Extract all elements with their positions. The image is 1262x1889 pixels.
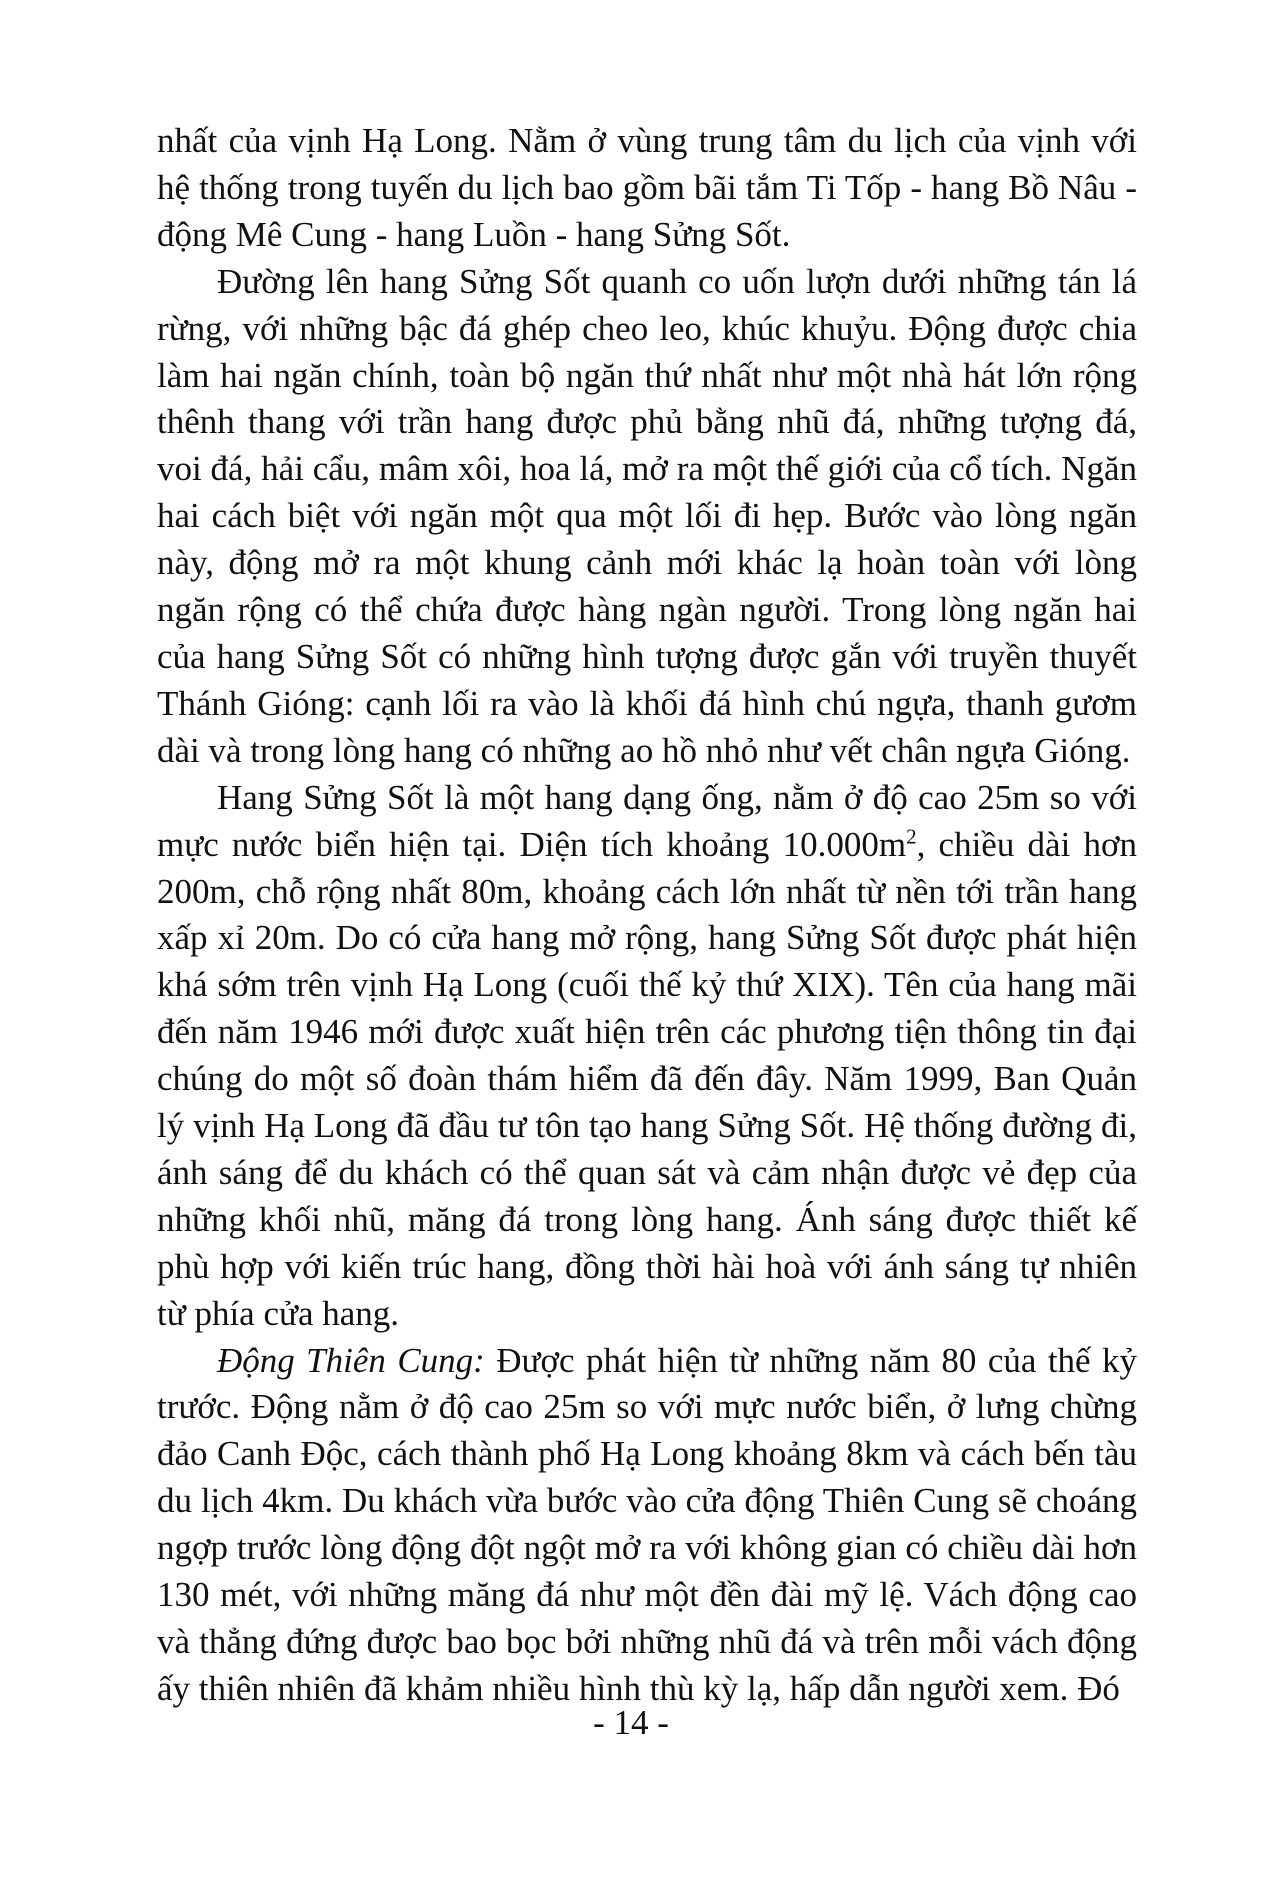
paragraph-sung-sot-path: [157, 259, 1137, 775]
superscript-squared: 2: [906, 823, 917, 848]
section-lead-thien-cung: Động Thiên Cung:: [217, 1340, 485, 1380]
paragraph-1-text: nhất của vịnh Hạ Long. Nằm ở vùng trung tâm du lịch của vịnh với hệ thống trong tuyến du lịch bao gồm bãi tắm Ti Tốp - hang Bồ Nâu - động Mê Cung - hang Luồn - hang Sửng Sốt.: [157, 121, 1137, 254]
paragraph-continuation: [157, 118, 1137, 259]
paragraph-2-text: Đường lên hang Sửng Sốt quanh co uốn lượn dưới những tán lá rừng, với những bậc đá ghép cheo leo, khúc khuỷu. Động được chia làm hai ngăn chính, toàn bộ ngăn thứ nhất như một nhà hát lớn rộng thênh thang với trần hang được phủ bằng nhũ đá, những tượng đá, voi đá, hải cẩu, mâm xôi, hoa lá, mở ra một thế giới của cổ tích. Ngăn hai cách biệt với ngăn một qua một lối đi hẹp. Bước vào lòng ngăn này, động mở ra một khung cảnh mới khác lạ hoàn toàn với lòng ngăn rộng có thể chứa được hàng ngàn người. Trong lòng ngăn hai của hang Sửng Sốt có những hình tượng được gắn với truyền thuyết Thánh Gióng: cạnh lối ra vào là khối đá hình chú ngựa, thanh gươm dài và trong lòng hang có những ao hồ nhỏ như vết chân ngựa Gióng.: [157, 261, 1137, 770]
paragraph-thien-cung: [157, 1338, 1137, 1713]
page-number: - 14 -: [593, 1703, 669, 1742]
paragraph-sung-sot-dimensions: [157, 775, 1137, 1338]
paragraph-3-text-before: Hang Sửng Sốt là một hang dạng ống, nằm ở độ cao 25m so với mực nước biển hiện tại. Diện tích khoảng 10.000m: [157, 777, 1137, 864]
body-text: [157, 118, 1137, 1713]
paragraph-4-text: Được phát hiện từ những năm 80 của thế kỷ trước. Động nằm ở độ cao 25m so với mực nước biển, ở lưng chừng đảo Canh Độc, cách thành phố Hạ Long khoảng 8km và cách bến tàu du lịch 4km. Du khách vừa bước vào cửa động Thiên Cung sẽ choáng ngợp trước lòng động đột ngột mở ra với không gian có chiều dài hơn 130 mét, với những măng đá như một đền đài mỹ lệ. Vách động cao và thẳng đứng được bao bọc bởi những nhũ đá và trên mỗi vách động ấy thiên nhiên đã khảm nhiều hình thù kỳ lạ, hấp dẫn người xem. Đó: [157, 1340, 1137, 1708]
paragraph-3-text-after: , chiều dài hơn 200m, chỗ rộng nhất 80m, khoảng cách lớn nhất từ nền tới trần hang xấp xỉ 20m. Do có cửa hang mở rộng, hang Sửng Sốt được phát hiện khá sớm trên vịnh Hạ Long (cuối thế kỷ thứ XIX). Tên của hang mãi đến năm 1946 mới được xuất hiện trên các phương tiện thông tin đại chúng do một số đoàn thám hiểm đã đến đây. Năm 1999, Ban Quản lý vịnh Hạ Long đã đầu tư tôn tạo hang Sửng Sốt. Hệ thống đường đi, ánh sáng để du khách có thể quan sát và cảm nhận được vẻ đẹp của những khối nhũ, măng đá trong lòng hang. Ánh sáng được thiết kế phù hợp với kiến trúc hang, đồng thời hài hoà với ánh sáng tự nhiên từ phía cửa hang.: [157, 824, 1137, 1333]
